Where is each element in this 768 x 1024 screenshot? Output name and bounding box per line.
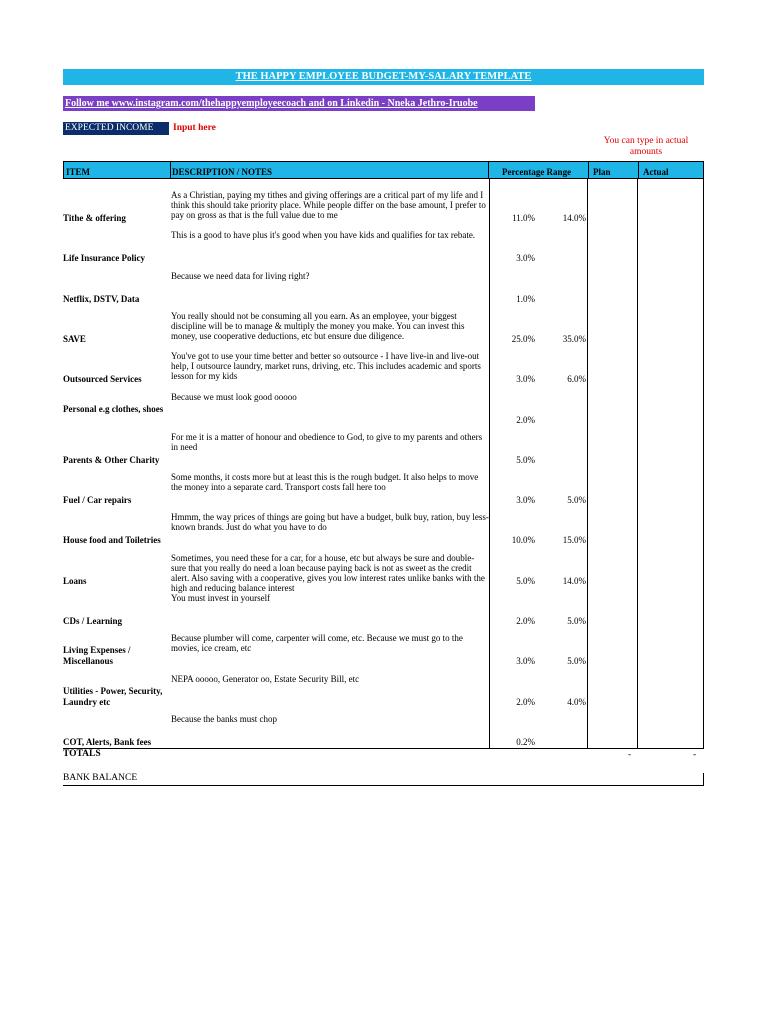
row-min-percentage: 3.0%	[516, 656, 535, 667]
bank-balance-label: BANK BALANCE	[63, 773, 138, 783]
row-plan-cell[interactable]	[589, 545, 636, 583]
row-min-percentage: 3.0%	[516, 374, 535, 385]
row-plan-cell[interactable]	[589, 504, 636, 542]
header-actual: Actual	[643, 167, 669, 177]
row-plan-cell[interactable]	[589, 585, 636, 623]
row-plan-cell[interactable]	[589, 666, 636, 704]
row-description: This is a good to have plus it's good when you have kids and qualifies for tax rebate.	[171, 230, 476, 241]
row-min-percentage: 3.0%	[516, 253, 535, 264]
row-max-percentage: 5.0%	[567, 495, 586, 506]
row-max-percentage: 14.0%	[562, 213, 586, 223]
row-actual-cell[interactable]	[639, 545, 702, 583]
row-item: Personal e.g clothes, shoes	[63, 403, 164, 414]
row-min-percentage: 0.2%	[516, 736, 535, 747]
header-description: DESCRIPTION / NOTES	[172, 167, 273, 177]
row-item: Tithe & offering	[63, 213, 126, 223]
row-item: House food and Toiletries	[63, 535, 161, 546]
row-max-percentage: 5.0%	[567, 616, 586, 626]
row-description: You really should not be consuming all you earn. As an employee, your biggest discipline will be to manage & multiply the money you make. You can invest this money, use cooperative deductions, etc but ensure due diligence.	[171, 310, 465, 341]
row-min-percentage: 11.0%	[512, 213, 535, 223]
row-plan-cell[interactable]	[589, 384, 636, 422]
expected-income-input[interactable]: Input here	[173, 123, 216, 133]
row-item: Life Insurance Policy	[63, 253, 145, 264]
row-plan-cell[interactable]	[589, 625, 636, 663]
header-plan: Plan	[593, 167, 611, 177]
row-max-percentage: 6.0%	[567, 374, 586, 385]
row-item: Loans	[63, 575, 87, 586]
expected-income-label: EXPECTED INCOME	[63, 122, 169, 135]
row-plan-cell[interactable]	[589, 303, 636, 341]
row-max-percentage: 5.0%	[567, 656, 586, 667]
row-max-percentage: 35.0%	[562, 333, 586, 344]
row-actual-cell[interactable]	[639, 504, 702, 542]
totals-actual: -	[693, 750, 697, 760]
row-actual-cell[interactable]	[639, 706, 702, 744]
row-actual-cell[interactable]	[639, 343, 702, 381]
grid-line	[489, 179, 490, 748]
row-min-percentage: 10.0%	[511, 535, 535, 546]
row-description: Because we need data for living right?	[171, 270, 310, 281]
row-item: Living Expenses / Miscellanous	[63, 645, 131, 667]
row-plan-cell[interactable]	[589, 222, 636, 260]
header-percentage-range: Percentage Range	[502, 167, 572, 177]
grid-line	[703, 179, 704, 748]
row-description: You've got to use your time better and better so outsource - I have live-in and live-out help, I outsource laundry, market runs, driving, etc. This includes academic and sports lesson for my kids	[171, 351, 481, 382]
row-actual-cell[interactable]	[639, 625, 702, 663]
row-actual-cell[interactable]	[639, 222, 702, 260]
row-plan-cell[interactable]	[589, 182, 636, 220]
row-actual-cell[interactable]	[639, 666, 702, 704]
row-actual-cell[interactable]	[639, 464, 702, 502]
row-actual-cell[interactable]	[639, 585, 702, 623]
row-description: Because the banks must chop	[171, 713, 277, 724]
row-actual-cell[interactable]	[639, 384, 702, 422]
page-title: THE HAPPY EMPLOYEE BUDGET-MY-SALARY TEMPLATE	[63, 69, 704, 85]
row-item: COT, Alerts, Bank fees	[63, 736, 152, 747]
row-item: Outsourced Services	[63, 374, 142, 385]
row-min-percentage: 2.0%	[516, 414, 535, 425]
row-actual-cell[interactable]	[639, 263, 702, 301]
header-item: ITEM	[66, 167, 91, 177]
row-item: Netflix, DSTV, Data	[63, 293, 140, 304]
row-max-percentage: 14.0%	[562, 575, 586, 586]
row-description: As a Christian, paying my tithes and giving offerings are a critical part of my life and I think this should take priority place. While people differ on the base amount, I prefer to pay on gross as that is the full value due to me	[171, 190, 486, 220]
bank-divider	[63, 785, 704, 786]
row-description: Because we must look good ooooo	[171, 391, 297, 402]
row-item: Utilities - Power, Security, Laundry etc	[63, 685, 163, 707]
row-plan-cell[interactable]	[589, 263, 636, 301]
row-min-percentage: 3.0%	[516, 495, 535, 506]
row-description: For me it is a matter of honour and obedience to God, to give to my parents and others in need	[171, 431, 483, 452]
totals-plan: -	[628, 750, 632, 760]
row-plan-cell[interactable]	[589, 464, 636, 502]
totals-label: TOTALS	[63, 749, 101, 759]
grid-line	[587, 179, 588, 748]
row-item: Parents & Other Charity	[63, 454, 160, 465]
follow-link[interactable]: Follow me www.instagram.com/thehappyemployeecoach and on Linkedin - Nneka Jethro-Iruobe	[63, 96, 535, 111]
totals-divider	[63, 748, 704, 749]
row-actual-cell[interactable]	[639, 182, 702, 220]
row-max-percentage: 4.0%	[567, 696, 586, 707]
row-description: Sometimes, you need these for a car, for a house, etc but always be sure and double-sure that you really do need a loan because paying back is not as sweet as the credit alert. Also saving with a cooperative, gives you low interest rates unlike banks with the high and reducing balance interest	[171, 552, 485, 593]
table-header	[63, 161, 704, 179]
row-item: Fuel / Car repairs	[63, 495, 132, 506]
row-description: You must invest in yourself	[171, 593, 271, 603]
actual-amounts-hint: You can type in actual amounts	[603, 136, 689, 157]
row-min-percentage: 25.0%	[511, 333, 535, 344]
grid-line	[703, 773, 704, 785]
row-description: Hmmm, the way prices of things are going but have a budget, bulk buy, ration, buy less-known brands. Just do what you have to do	[171, 512, 489, 533]
row-description: Because plumber will come, carpenter will come, etc. Because we must go to the movies, ice cream, etc	[171, 633, 463, 654]
row-plan-cell[interactable]	[589, 424, 636, 462]
row-item: SAVE	[63, 333, 86, 344]
row-description: Some months, it costs more but at least this is the rough budget. It also helps to move the money into a separate card. Transport costs fall here too	[171, 472, 479, 493]
row-plan-cell[interactable]	[589, 706, 636, 744]
grid-line	[637, 179, 638, 748]
row-actual-cell[interactable]	[639, 424, 702, 462]
row-plan-cell[interactable]	[589, 343, 636, 381]
row-min-percentage: 5.0%	[516, 575, 535, 586]
row-min-percentage: 5.0%	[516, 454, 535, 465]
row-actual-cell[interactable]	[639, 303, 702, 341]
row-min-percentage: 2.0%	[516, 616, 535, 626]
row-min-percentage: 2.0%	[516, 696, 535, 707]
row-description: NEPA ooooo, Generator oo, Estate Security Bill, etc	[171, 673, 360, 684]
row-item: CDs / Learning	[63, 616, 123, 626]
row-max-percentage: 15.0%	[562, 535, 586, 546]
row-min-percentage: 1.0%	[516, 293, 535, 304]
